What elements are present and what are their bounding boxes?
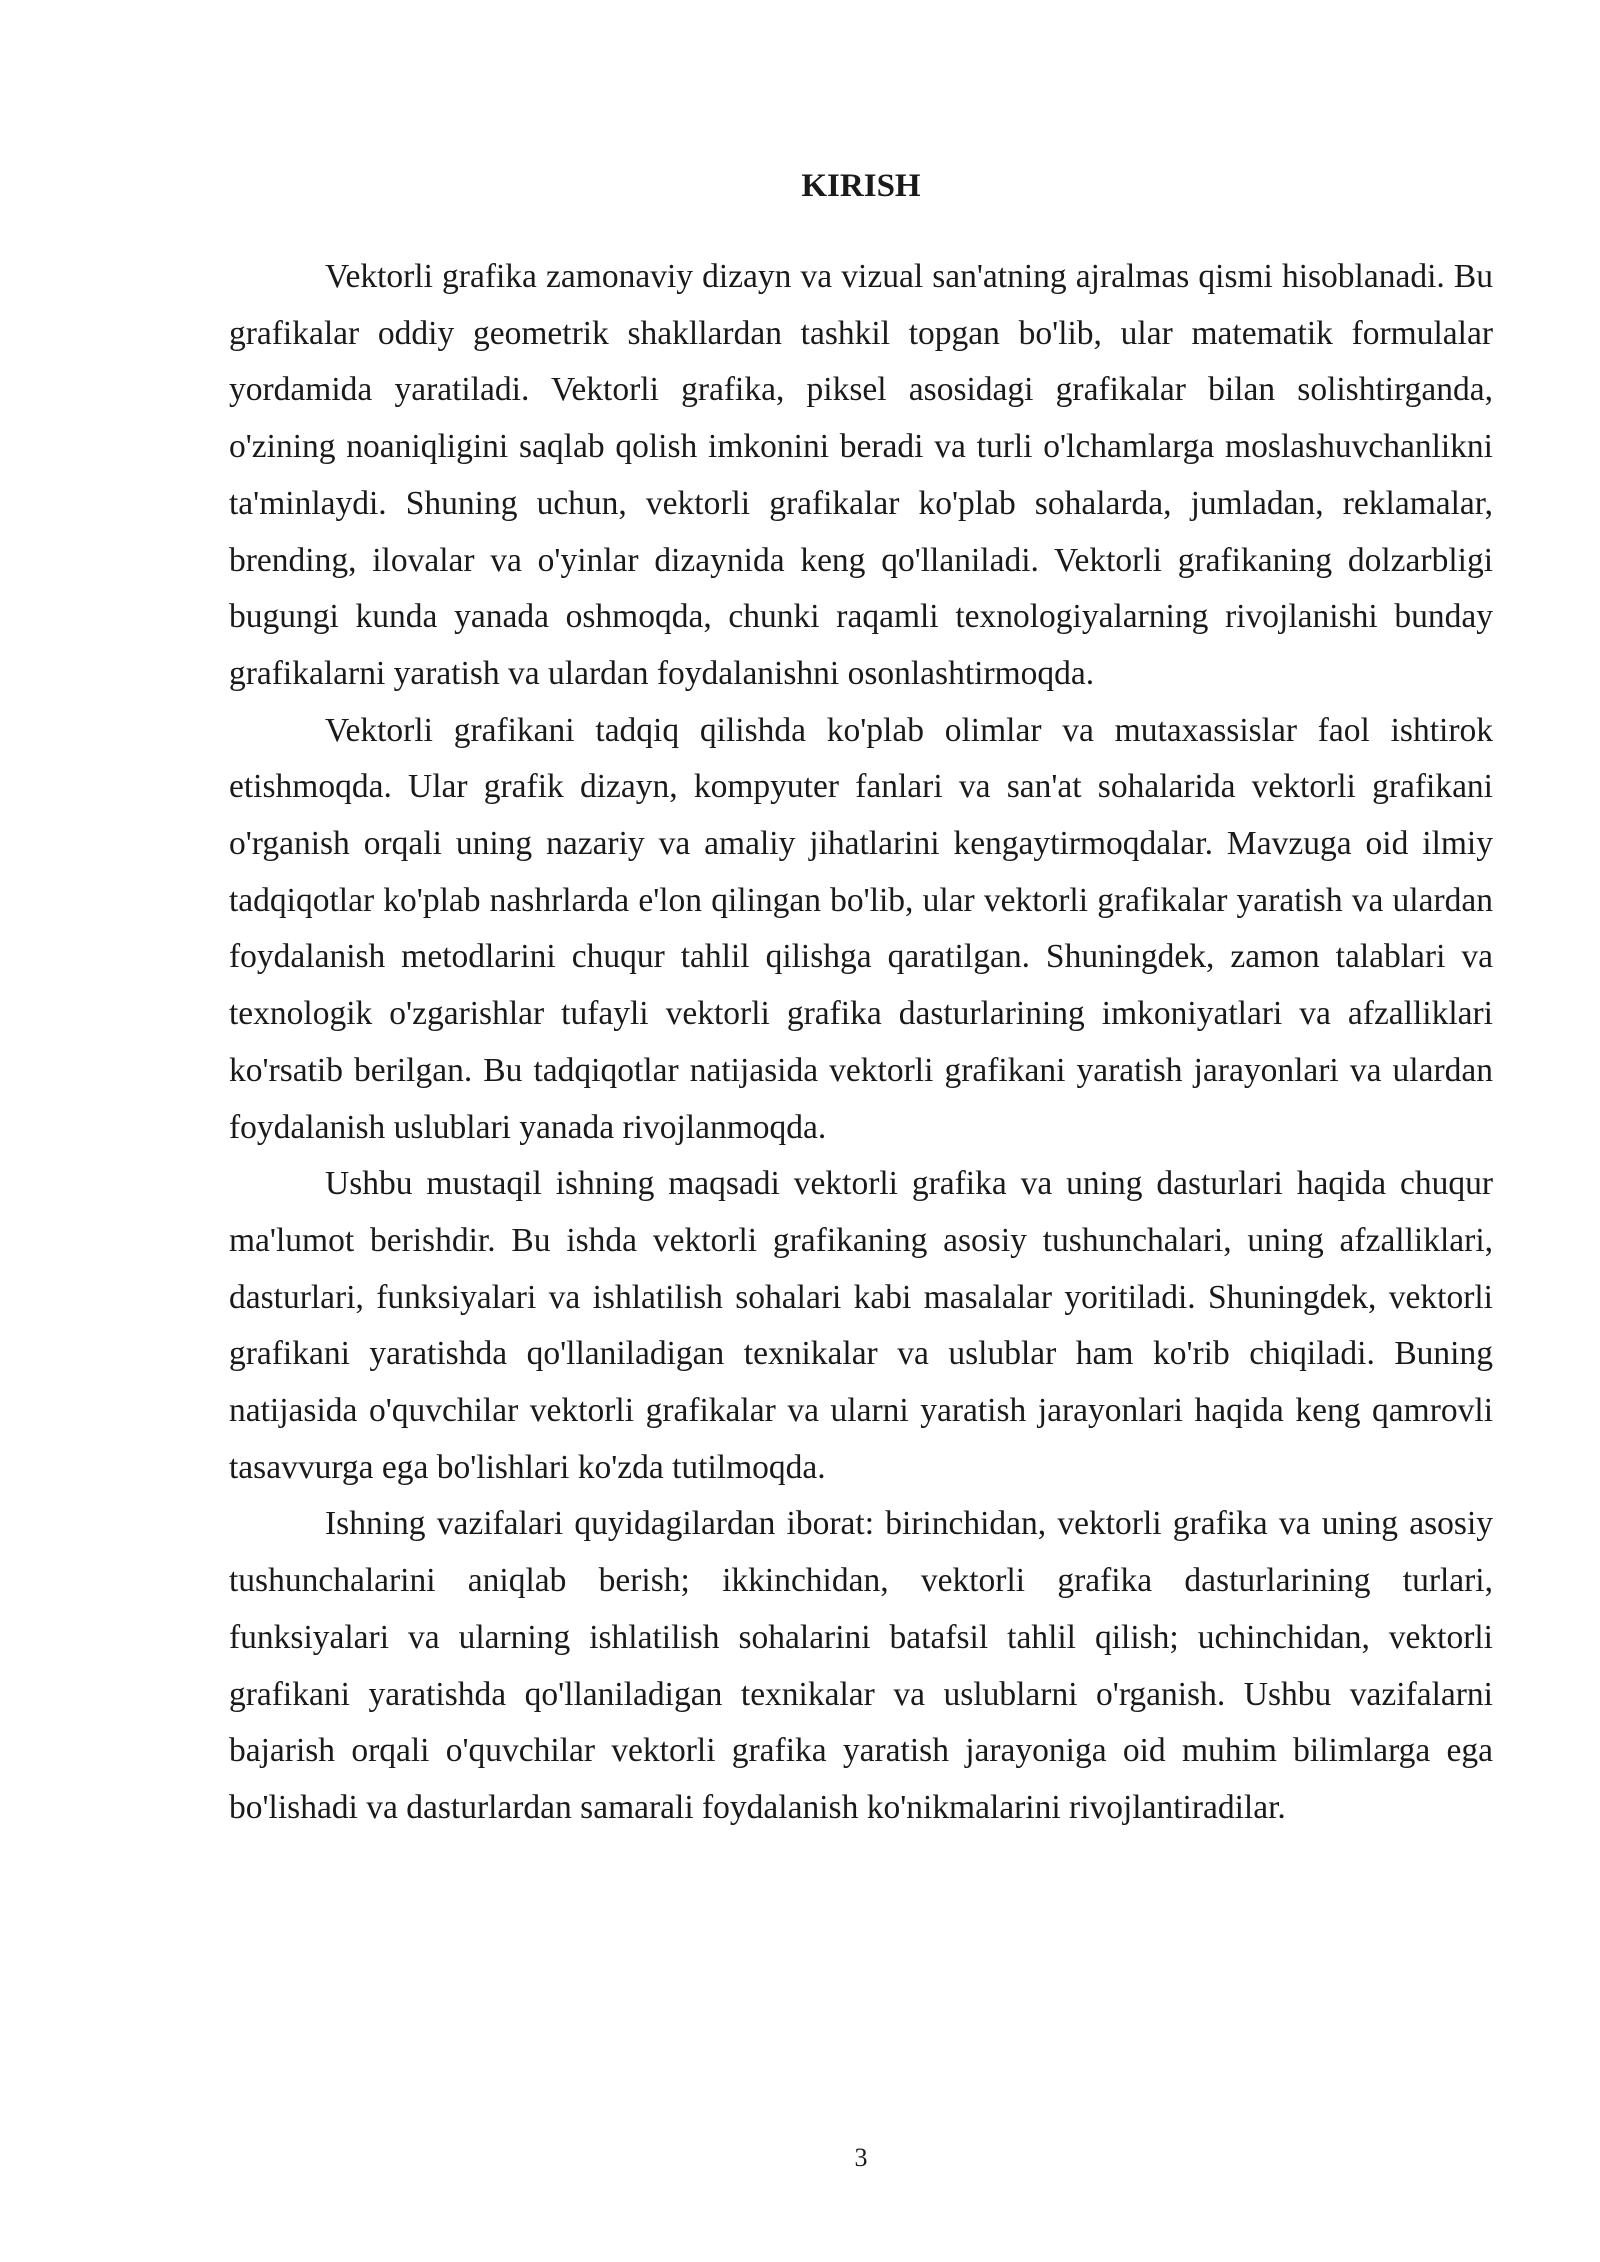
paragraph-goal: Ushbu mustaqil ishning maqsadi vektorli grafika va uning dasturlari haqida chuqur ma'lumot berishdir. Bu ishda vektorli grafikaning asosiy tushunchalari, uning afzalliklari, dasturlari, funksiyalari va ishlatilish sohalari kabi masalalar yoritiladi. Shuningdek, vektorli grafikani yaratishda qo'llaniladigan texnikalar va uslublar ham ko'rib chiqiladi. Buning natijasida o'quvchilar vektorli grafikalar va ularni yaratish jarayonlari haqida keng qamrovli tasavvurga ega bo'lishlari ko'zda tutilmoqda.	[229, 1165, 1493, 1486]
paragraph-introduction: Vektorli grafika zamonaviy dizayn va vizual san'atning ajralmas qismi hisoblanadi. Bu grafikalar oddiy geometrik shakllardan tashkil topgan bo'lib, ular matematik formulalar yordamida yaratiladi. Vektorli grafika, piksel asosidagi grafikalar bilan solishtirganda, o'zining noaniqligini saqlab qolish imkonini beradi va turli o'lchamlarga moslashuvchanlikni ta'minlaydi. Shuning uchun, vektorli grafikalar ko'plab sohalarda, jumladan, reklamalar, brending, ilovalar va o'yinlar dizaynida keng qo'llaniladi. Vektorli grafikaning dolzarbligi bugungi kunda yanada oshmoqda, chunki raqamli texnologiyalarning rivojlanishi bunday grafikalarni yaratish va ulardan foydalanishni osonlashtirmoqda.	[229, 258, 1493, 692]
page-number: 3	[854, 2143, 868, 2172]
paragraph-tasks: Ishning vazifalari quyidagilardan iborat: birinchidan, vektorli grafika va uning asosiy tushunchalarini aniqlab berish; ikkinchidan, vektorli grafika dasturlarining turlari, funksiyalari va ularning ishlatilish sohalarini batafsil tahlil qilish; uchinchidan, vektorli grafikani yaratishda qo'llaniladigan texnikalar va uslublarni o'rganish. Ushbu vazifalarni bajarish orqali o'quvchilar vektorli grafika yaratish jarayoniga oid muhim bilimlarga ega bo'lishadi va dasturlardan samarali foydalanish ko'nikmalarini rivojlantiradilar.	[229, 1505, 1493, 1826]
document-page	[229, 0, 1493, 2262]
section-title: KIRISH	[801, 168, 921, 204]
section-body	[229, 249, 1493, 1837]
paragraph-research: Vektorli grafikani tadqiq qilishda ko'plab olimlar va mutaxassislar faol ishtirok etishmoqda. Ular grafik dizayn, kompyuter fanlari va san'at sohalarida vektorli grafikani o'rganish orqali uning nazariy va amaliy jihatlarini kengaytirmoqdalar. Mavzuga oid ilmiy tadqiqotlar ko'plab nashrlarda e'lon qilingan bo'lib, ular vektorli grafikalar yaratish va ulardan foydalanish metodlarini chuqur tahlil qilishga qaratilgan. Shuningdek, zamon talablari va texnologik o'zgarishlar tufayli vektorli grafika dasturlarining imkoniyatlari va afzalliklari ko'rsatib berilgan. Bu tadqiqotlar natijasida vektorli grafikani yaratish jarayonlari va ulardan foydalanish uslublari yanada rivojlanmoqda.	[229, 711, 1493, 1146]
